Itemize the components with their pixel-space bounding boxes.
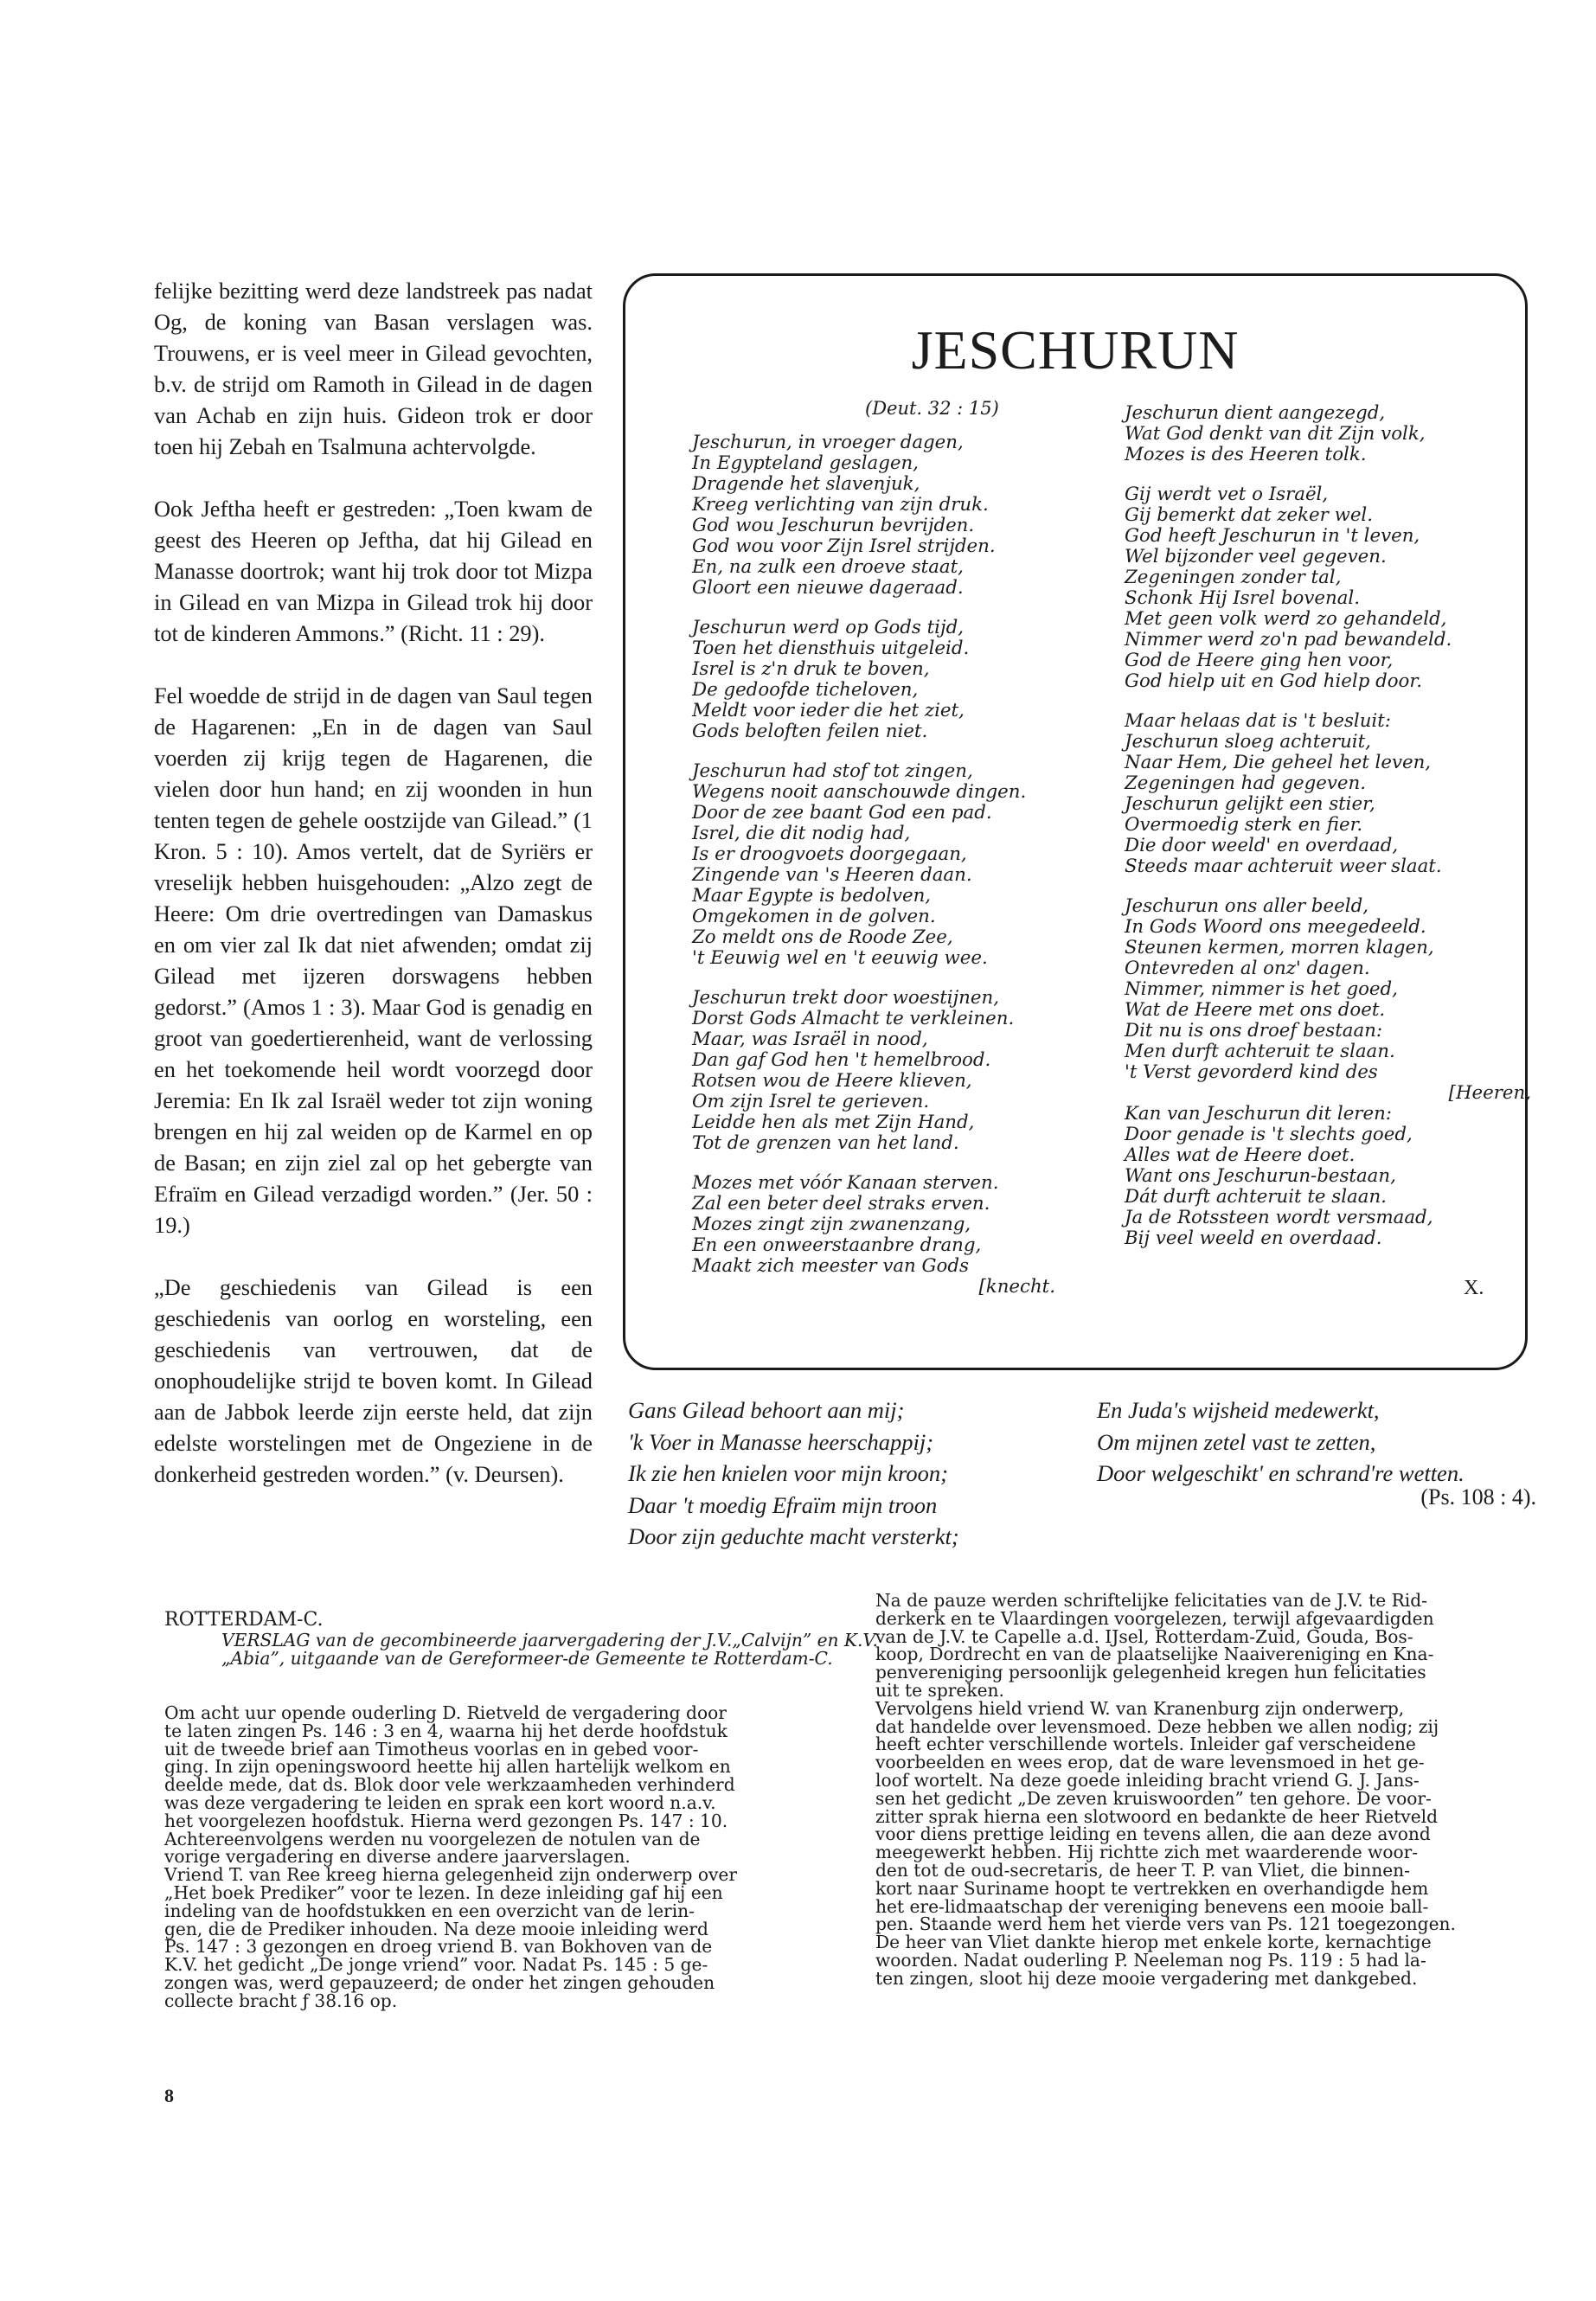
poem-line: God de Heere ging hen voor, [1125, 650, 1394, 671]
poem-line: Gij werdt vet o Israël, [1125, 484, 1329, 505]
report-line: voorbeelden en wees erop, dat de ware levensmoed in het ge- [875, 1752, 1425, 1773]
report-line: „Het boek Prediker” voor te lezen. In deze inleiding gaf hij een [164, 1881, 723, 1903]
poem-line: Steunen kermen, morren klagen, [1125, 937, 1434, 958]
poem-line: God wou voor Zijn Isrel strijden. [692, 535, 996, 557]
poem-line: God hielp uit en God hielp door. [1125, 670, 1422, 692]
report-line: woorden. Nadat ouderling P. Neeleman nog Ps. 119 : 5 had la- [875, 1949, 1426, 1971]
poem-line: Want ons Jeschurun-bestaan, [1125, 1165, 1396, 1187]
quote-line: Om mijnen zetel vast te zetten, [1097, 1428, 1376, 1455]
poem-line: Is er droogvoets doorgegaan, [692, 843, 967, 865]
poem-line: Kreeg verlichting van zijn druk. [692, 494, 989, 516]
poem-line: Jeschurun trekt door woestijnen, [692, 987, 999, 1009]
poem-line: Tot de grenzen van het land. [692, 1132, 959, 1154]
poem-line: De gedoofde ticheloven, [692, 679, 919, 701]
article-paragraph-2: Ook Jeftha heeft er gestreden: „Toen kwam de geest des Heeren op Jeftha, dat hij Gilead en Manasse doortrok; want hij trok door tot Mizpa in Gilead en van Mizpa in Gilead trok hij door tot de kinderen Ammons.” (Richt. 11 : 29). [154, 496, 593, 646]
poem-line: Zegeningen zonder tal, [1125, 567, 1342, 588]
poem-line: Naar Hem, Die geheel het leven, [1125, 752, 1432, 773]
poem-line: Overmoedig sterk en fier. [1125, 814, 1363, 836]
poem-line: Jeschurun had stof tot zingen, [692, 760, 973, 782]
report-line: ten zingen, sloot hij deze mooie vergadering met dankgebed. [875, 1967, 1418, 1989]
poem-line: [Heeren, [1448, 1082, 1531, 1104]
poem-line: Die door weeld' en overdaad, [1125, 835, 1399, 856]
poem-line: Zingende van 's Heeren daan. [692, 864, 972, 886]
poem-line: Jeschurun gelijkt een stier, [1125, 793, 1375, 815]
psalm-quote-right [1097, 1394, 1536, 1490]
left-stanza [692, 618, 1055, 742]
report-line: collecte bracht ƒ 38.16 op. [164, 1990, 398, 2011]
poem-line: Gij bemerkt dat zeker wel. [1125, 504, 1373, 526]
poem-line: Maar helaas dat is 't besluit: [1125, 710, 1391, 732]
poem-line: Schonk Hij Isrel bovenal. [1125, 587, 1360, 609]
report-line: te laten zingen Ps. 146 : 3 en 4, waarna hij het derde hoofdstuk [164, 1720, 727, 1741]
quote-line: 'k Voer in Manasse heerschappij; [628, 1428, 934, 1455]
poem-line: Wat God denkt van dit Zijn volk, [1125, 423, 1426, 445]
poem-line: Gloort een nieuwe dageraad. [692, 577, 964, 599]
poem-line: Alles wat de Heere doet. [1125, 1144, 1356, 1166]
report-line: het ere-lidmaatschap der vereniging benevens een mooie ball- [875, 1895, 1429, 1917]
poem-line: Zegeningen had gegeven. [1125, 772, 1367, 794]
poem-line: En een onweerstaanbre drang, [692, 1234, 982, 1256]
report-line: zitter sprak hierna een slotwoord en bedankte de heer Rietveld [875, 1805, 1439, 1827]
report-line: dat handelde over levensmoed. Deze hebben we allen nodig; zij [875, 1715, 1439, 1737]
poem-line: Wel bijzonder veel gegeven. [1125, 546, 1387, 567]
poem-line: Om zijn Isrel te gerieven. [692, 1091, 930, 1112]
poem-line: Dorst Gods Almacht te verkleinen. [692, 1008, 1015, 1029]
psalm-quote-left [628, 1394, 1095, 1553]
poem-line: Gods beloften feilen niet. [692, 721, 928, 742]
poem-line: Door genade is 't slechts goed, [1125, 1124, 1413, 1145]
report-line: koop, Dordrecht en van de plaatselijke Naaivereniging en Kna- [875, 1644, 1434, 1665]
report-line: uit te spreken. [875, 1679, 1004, 1701]
left-stanza [692, 988, 1055, 1154]
poem-line: Omgekomen in de golven. [692, 906, 936, 927]
poem-line: 't Verst gevorderd kind des [1125, 1061, 1378, 1083]
report-line: Na de pauze werden schriftelijke felicitaties van de J.V. te Rid- [875, 1590, 1427, 1611]
poem-right-column [1125, 403, 1531, 1268]
poem-line: In Gods Woord ons meegedeeld. [1125, 916, 1426, 938]
right-stanza [1125, 484, 1531, 692]
poem-line: Men durft achteruit te slaan. [1125, 1041, 1395, 1062]
poem-line: Maar Egypte is bedolven, [692, 885, 932, 907]
left-stanza [692, 433, 1055, 599]
report-line: penvereniging persoonlijk gelegenheid kregen hun felicitaties [875, 1662, 1426, 1683]
report-line: derkerk en te Vlaardingen voorgelezen, terwijl afgevaardigden [875, 1607, 1434, 1629]
poem-line: Kan van Jeschurun dit leren: [1125, 1103, 1392, 1125]
report-line: deelde mede, dat ds. Blok door vele werkzaamheden verhinderd [164, 1774, 735, 1796]
report-line: meegewerkt hebben. Hij richtte zich met waarderende woor- [875, 1842, 1419, 1863]
article-paragraph-3: Fel woedde de strijd in de dagen van Saul tegen de Hagarenen: „En in de dagen van Saul voerden zij krijg tegen de Hagarenen, die vielen door hun hand; en zij woonden in hun tenten tegen de gehele oostzijde van Gilead.” (1 Kron. 5 : 10). Amos vertelt, dat de Syriërs er vreselijk hebben huisgehouden: „Alzo zegt de Heere: Om drie overtredingen van Damaskus en om vier zal Ik dat niet afwenden; omdat zij Gilead met ijzeren dorswagens hebben gedorst.” (Amos 1 : 3). Maar God is genadig en groot van goedertierenheid, want de verlossing en het toekomende heil wordt voorzegd door Jeremia: En Ik zal Israël weder tot zijn woning brengen en hij zal weiden op de Karmel en op de Basan; en zijn ziel zal op het gebergte van Efraïm en Gilead verzadigd worden.” (Jer. 50 : 19.) [154, 683, 593, 1238]
poem-line: Zo meldt ons de Roode Zee, [692, 926, 953, 948]
report-line: De heer van Vliet dankte hierop met enkele korte, kernachtige [875, 1932, 1432, 1953]
poem-line: Dit nu is ons droef bestaan: [1125, 1020, 1383, 1042]
report-line: Om acht uur opende ouderling D. Rietveld de vergadering door [164, 1702, 727, 1723]
poem-line: En, na zulk een droeve staat, [692, 556, 964, 578]
right-stanza [1125, 711, 1531, 877]
poem-line: Isrel is z'n druk te boven, [692, 658, 930, 680]
quote-line: En Juda's wijsheid medewerkt, [1097, 1397, 1380, 1423]
poem-source-reference: (Deut. 32 : 15) [865, 398, 999, 419]
report-line: Achtereenvolgens werden nu voorgelezen de notulen van de [164, 1828, 701, 1849]
psalm-reference: (Ps. 108 : 4). [1420, 1484, 1536, 1509]
poem-line: Nimmer werd zo'n pad bewandeld. [1125, 629, 1452, 651]
right-stanza [1125, 403, 1531, 465]
report-line: uit de tweede brief aan Timotheus voorlas en in gebed voor- [164, 1738, 699, 1759]
poem-line: Dragende het slavenjuk, [692, 473, 920, 495]
report-line: ging. In zijn openingswoord heette hij allen hartelijk welkom en [164, 1756, 731, 1778]
quote-line: Door welgeschikt' en schrand're wetten. [1097, 1460, 1465, 1486]
poem-line: God heeft Jeschurun in 't leven, [1125, 525, 1420, 547]
right-stanza [1125, 896, 1531, 1249]
report-right-column [875, 1592, 1540, 1988]
poem-line: Maar, was Israël in nood, [692, 1029, 928, 1050]
report-line: sen het gedicht „De zeven kruiswoorden” ten gehore. De voor- [875, 1787, 1432, 1809]
report-line: den tot de oud-secretaris, de heer T. P. van Vliet, die binnen- [875, 1859, 1410, 1881]
poem-line: Ja de Rotssteen wordt versmaad, [1125, 1207, 1433, 1228]
poem-line: Zal een beter deel straks erven. [692, 1193, 990, 1215]
poem-line: Jeschurun werd op Gods tijd, [692, 617, 964, 638]
report-line: vorige vergadering en diverse andere jaarverslagen. [164, 1846, 631, 1868]
report-line: pen. Staande werd hem het vierde vers van Ps. 121 toegezongen. [875, 1913, 1456, 1935]
poem-line: Nimmer, nimmer is het goed, [1125, 978, 1398, 1000]
report-line: K.V. het gedicht „De jonge vriend” voor. Nadat Ps. 145 : 5 ge- [164, 1954, 708, 1976]
poem-line: Mozes is des Heeren tolk. [1125, 444, 1367, 465]
article-paragraph-4: „De geschiedenis van Gilead is een geschiedenis van oorlog en worsteling, een geschiedenis van vertrouwen, dat de onophoudelijke strijd te boven komt. In Gilead aan de Jabbok leerde zijn eerste held, dat zijn edelste worstelingen met de Ongeziene in de donkerheid gestreden worden.” (v. Deursen). [154, 1274, 593, 1487]
left-stanza [692, 1173, 1055, 1298]
poem-left-column [692, 433, 1055, 1317]
poem-line: Toen het diensthuis uitgeleid. [692, 638, 970, 659]
poem-line: Meldt voor ieder die het ziet, [692, 700, 965, 721]
report-line: voor diens prettige leiding en tevens allen, die aan deze avond [875, 1823, 1431, 1845]
report-line: gen, die de Prediker inhouden. Na deze mooie inleiding werd [164, 1918, 708, 1939]
page-number: 8 [164, 2085, 174, 2106]
poem-line: Wegens nooit aanschouwde dingen. [692, 781, 1027, 803]
article-paragraph-1: felijke bezitting werd deze landstreek pas nadat Og, de koning van Basan verslagen was. Trouwens, er is veel meer in Gilead gevochten, b.v. de strijd om Ramoth in Gilead in de dagen van Achab en zijn huis. Gideon trok er door toen hij Zebah en Tsalmuna achtervolgde. [154, 278, 593, 459]
poem-line: Isrel, die dit nodig had, [692, 823, 911, 844]
poem-line: Wat de Heere met ons doet. [1125, 999, 1386, 1021]
report-line: indeling van de hoofdstukken en een overzicht van de lerin- [164, 1900, 695, 1921]
report-line: kort naar Suriname hoopt te vertrekken en overhandigde hem [875, 1877, 1429, 1899]
subheading-line: VERSLAG van de gecombineerde jaarvergadering der J.V. [221, 1630, 733, 1650]
report-line: zongen was, werd gepauzeerd; de onder het zingen gehouden [164, 1971, 715, 1993]
poem-line: Bij veel weeld en overdaad. [1125, 1227, 1382, 1249]
report-line: van de J.V. te Capelle a.d. IJsel, Rotterdam-Zuid, Gouda, Bos- [875, 1625, 1413, 1647]
poem-line: Rotsen wou de Heere klieven, [692, 1070, 972, 1092]
poem-line: Ontevreden al onz' dagen. [1125, 958, 1370, 979]
poem-line: Dan gaf God hen 't hemelbrood. [692, 1049, 991, 1071]
poem-line: 't Eeuwig wel en 't eeuwig wee. [692, 947, 988, 969]
poem-signature: X. [1464, 1277, 1484, 1299]
poem-line: In Egypteland geslagen, [692, 452, 919, 474]
report-left-column [164, 1704, 839, 2010]
report-heading: ROTTERDAM-C. [164, 1609, 324, 1631]
left-column-article [154, 275, 593, 1521]
quote-line: Daar 't moedig Efraïm mijn troon [628, 1491, 938, 1518]
poem-line: Jeschurun sloeg achteruit, [1125, 731, 1371, 753]
poem-line: Leidde hen als met Zijn Hand, [692, 1112, 975, 1133]
poem-line: Met geen volk werd zo gehandeld, [1125, 608, 1447, 630]
report-line: was deze vergadering te leiden en sprak een kort woord n.a.v. [164, 1791, 716, 1813]
poem-line: Dát durft achteruit te slaan. [1125, 1186, 1387, 1208]
report-subheading [221, 1631, 879, 1668]
poem-line: Jeschurun dient aangezegd, [1125, 402, 1386, 424]
poem-line: Steeds maar achteruit weer slaat. [1125, 856, 1442, 877]
report-line: het voorgelezen hoofdstuk. Hierna werd gezongen Ps. 147 : 10. [164, 1810, 728, 1831]
poem-line: God wou Jeschurun bevrijden. [692, 515, 975, 536]
poem-line: Maakt zich meester van Gods [692, 1255, 969, 1277]
report-line: Vervolgens hield vriend W. van Kranenburg zijn onderwerp, [875, 1697, 1405, 1719]
subheading-line: „Calvijn” en K.V. „Abia”, uitgaande van de Gereformeer- [221, 1630, 878, 1669]
poem-line: Jeschurun ons aller beeld, [1125, 895, 1368, 917]
poem-line: Jeschurun, in vroeger dagen, [692, 432, 964, 453]
left-stanza [692, 761, 1055, 969]
report-line: heeft echter verschillende wortels. Inleider gaf verscheidene [875, 1734, 1416, 1755]
subheading-line: de Gemeente te Rotterdam-C. [568, 1647, 833, 1669]
quote-line: Ik zie hen knielen voor mijn kroon; [628, 1460, 948, 1486]
report-line: Ps. 147 : 3 gezongen en droeg vriend B. van Bokhoven van de [164, 1936, 713, 1958]
quote-line: Door zijn geduchte macht versterkt; [628, 1523, 959, 1549]
poem-title: JESCHURUN [911, 319, 1240, 381]
poem-line: [knecht. [978, 1276, 1055, 1298]
report-line: loof wortelt. Na deze goede inleiding bracht vriend G. J. Jans- [875, 1769, 1420, 1791]
poem-line: Mozes zingt zijn zwanenzang, [692, 1214, 971, 1235]
report-line: Vriend T. van Ree kreeg hierna gelegenheid zijn onderwerp over [164, 1864, 738, 1886]
quote-line: Gans Gilead behoort aan mij; [628, 1397, 905, 1423]
poem-line: Mozes met vóór Kanaan sterven. [692, 1172, 999, 1194]
poem-line: Door de zee baant God een pad. [692, 802, 992, 824]
